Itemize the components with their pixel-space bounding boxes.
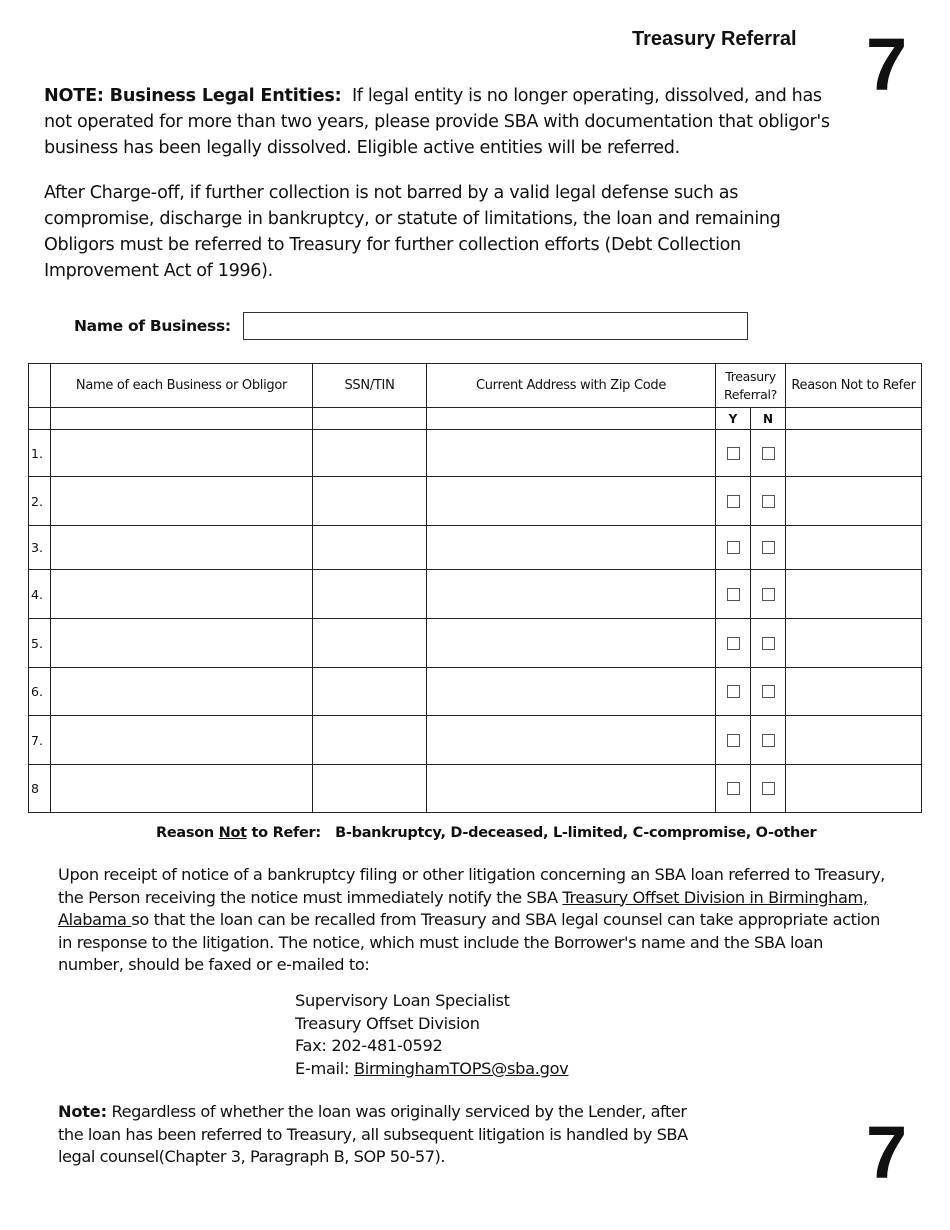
table-row [29,477,922,526]
ssn-cell[interactable] [313,477,427,526]
contact-title: Supervisory Loan Specialist [295,991,510,1010]
header-reason: Reason Not to Refer [786,364,922,408]
obligor-name-cell[interactable] [51,526,313,570]
table-row [29,526,922,570]
table-header-row [29,364,922,408]
treasury-yes-checkbox[interactable] [727,541,740,554]
bankruptcy-notice-paragraph [58,864,888,977]
treasury-yes-checkbox[interactable] [727,588,740,601]
reason-cell[interactable] [786,430,922,477]
ssn-cell[interactable] [313,430,427,477]
table-row [29,430,922,477]
header-blank [29,364,51,408]
table-row [29,716,922,765]
contact-email-link[interactable]: BirminghamTOPS@sba.gov [353,1058,569,1078]
row-number: 6. [29,668,51,716]
notice-text-before: Upon receipt of notice of a bankruptcy filing or other litigation concerning an SBA loan referred to Treasury, the Person receiving the notice must immediately notify the SBA [58,865,885,907]
charge-off-paragraph: After Charge-off, if further collection is not barred by a valid legal defense such as compromise, discharge in bankruptcy, or statute of limitations, the loan and remaining Obligors must be referred to Treasury for further collection efforts (Debt Collection Improvement Act of 1996). [44,183,781,281]
reason-legend [156,825,816,841]
ssn-cell[interactable] [313,668,427,716]
treasury-no-checkbox[interactable] [762,637,775,650]
reason-cell[interactable] [786,526,922,570]
table-row [29,619,922,668]
row-number: 3. [29,526,51,570]
address-cell[interactable] [427,668,716,716]
litigation-note [58,1101,708,1169]
obligor-name-cell[interactable] [51,430,313,477]
treasury-yes-checkbox[interactable] [727,495,740,508]
contact-division: Treasury Offset Division [295,1013,480,1033]
reason-cell[interactable] [786,668,922,716]
ssn-cell[interactable] [313,526,427,570]
table-row [29,570,922,619]
header-address: Current Address with Zip Code [427,364,716,408]
row-number: 4. [29,570,51,619]
page-number-bottom: 7 [866,1111,908,1194]
treasury-no-checkbox[interactable] [762,541,775,554]
notice-text-after: so that the loan can be recalled from Treasury and SBA legal counsel can take appropriate action in response to the litigation. The notice, which must include the Borrower's name and the SBA loan number, should be faxed or e-mailed to: [58,910,881,974]
header-ssn: SSN/TIN [313,364,427,408]
treasury-yes-checkbox[interactable] [727,685,740,698]
business-entities-note [44,83,844,161]
treasury-no-checkbox[interactable] [762,588,775,601]
ssn-cell[interactable] [313,619,427,668]
obligor-name-cell[interactable] [51,668,313,716]
row-number: 8 [29,765,51,813]
table-row [29,668,922,716]
page-title: Treasury Referral [632,28,797,50]
treasury-yes-checkbox[interactable] [727,447,740,460]
obligor-name-cell[interactable] [51,765,313,813]
address-cell[interactable] [427,765,716,813]
ssn-cell[interactable] [313,716,427,765]
page-number-top: 7 [866,23,908,106]
header-name: Name of each Business or Obligor [51,364,313,408]
reason-cell[interactable] [786,765,922,813]
reason-cell[interactable] [786,619,922,668]
table-row [29,765,922,813]
obligor-name-cell[interactable] [51,477,313,526]
litigation-note-text: Regardless of whether the loan was originally serviced by the Lender, after the loan has been referred to Treasury, all subsequent litigation is handled by SBA legal counsel(Chapter 3, Paragraph B, SOP 50-57). [58,1102,688,1166]
treasury-no-checkbox[interactable] [762,495,775,508]
obligor-name-cell[interactable] [51,570,313,619]
contact-block [295,990,568,1080]
treasury-yes-checkbox[interactable] [727,637,740,650]
yes-no-subheader-row [29,408,922,430]
row-number: 5. [29,619,51,668]
note-text: If legal entity is no longer operating, dissolved, and has not operated for more than two years, please provide SBA with documentation that obligor's business has been legally dissolved. Eligible active entities will be referred. [44,86,830,158]
reason-legend-not: Not [218,825,247,841]
address-cell[interactable] [427,716,716,765]
treasury-no-checkbox[interactable] [762,685,775,698]
reason-cell[interactable] [786,716,922,765]
address-cell[interactable] [427,430,716,477]
treasury-no-checkbox[interactable] [762,782,775,795]
address-cell[interactable] [427,526,716,570]
business-name-input[interactable] [243,312,748,340]
reason-cell[interactable] [786,477,922,526]
address-cell[interactable] [427,477,716,526]
row-number: 7. [29,716,51,765]
treasury-yes-checkbox[interactable] [727,734,740,747]
reason-cell[interactable] [786,570,922,619]
yes-label: Y [716,408,751,430]
contact-email-label: E-mail: [295,1058,354,1078]
row-number: 1. [29,430,51,477]
ssn-cell[interactable] [313,765,427,813]
business-name-label: Name of Business: [74,317,231,335]
address-cell[interactable] [427,570,716,619]
no-label: N [751,408,786,430]
row-number: 2. [29,477,51,526]
contact-email-line [295,1058,568,1081]
reason-legend-codes: B-bankruptcy, D-deceased, L-limited, C-compromise, O-other [335,825,817,841]
ssn-cell[interactable] [313,570,427,619]
header-treasury-referral: Treasury Referral? [716,364,786,408]
obligor-name-cell[interactable] [51,716,313,765]
treasury-yes-checkbox[interactable] [727,782,740,795]
reason-legend-prefix: Reason [156,825,214,841]
treasury-offset-division-link[interactable]: Treasury Offset Division in Birmingham, Alabama [58,887,868,929]
obligor-name-cell[interactable] [51,619,313,668]
litigation-note-label: Note: [58,1102,107,1121]
reason-legend-suffix: to Refer: [251,825,321,841]
contact-fax: Fax: 202-481-0592 [295,1036,443,1055]
treasury-no-checkbox[interactable] [762,734,775,747]
treasury-no-checkbox[interactable] [762,447,775,460]
note-label: NOTE: Business Legal Entities: [44,86,342,106]
address-cell[interactable] [427,619,716,668]
obligor-table [28,363,922,813]
